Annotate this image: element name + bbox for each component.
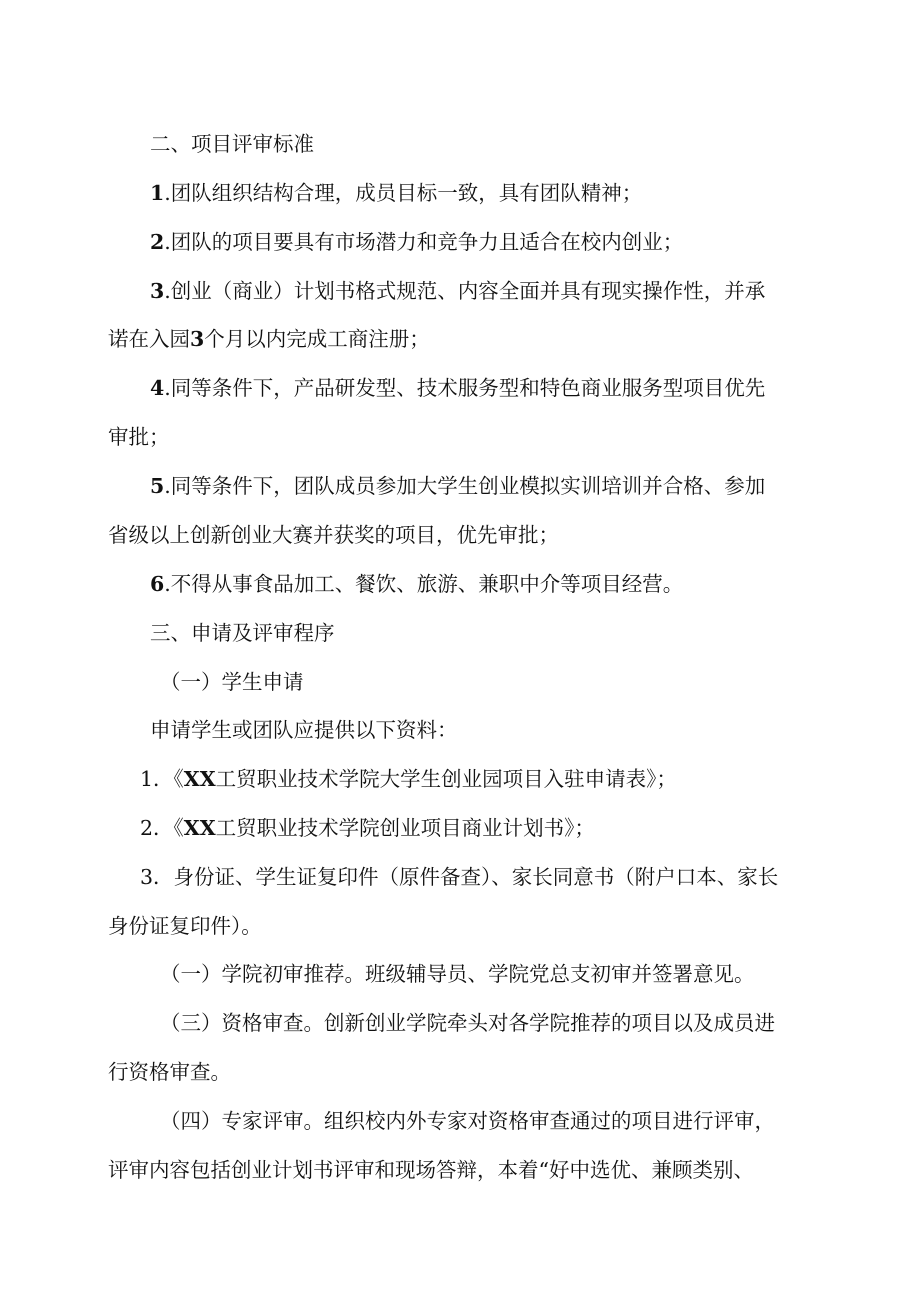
criterion-text: .同等条件下，团队成员参加大学生创业模拟实训培训并合格、参加 [164,474,766,498]
criterion-text: .团队组织结构合理，成员目标一致，具有团队精神； [164,181,643,205]
section-heading-procedure: 三、申请及评审程序 [150,621,335,645]
material-item-1 [140,765,677,793]
material-text: 工贸职业技术学院创业项目商业计划书》； [215,816,595,840]
criterion-text: .不得从事食品加工、餐饮、旅游、兼职中介等项目经营。 [164,572,684,596]
institution-placeholder: XX [183,767,216,791]
criterion-2 [150,228,683,256]
criterion-text: 诺在入园 [108,327,190,351]
criterion-3 [150,277,765,305]
material-prefix: 1．《 [140,767,184,791]
criterion-text: .创业（商业）计划书格式规范、内容全面并具有现实操作性，并承 [164,279,766,303]
criterion-6 [150,570,683,598]
procedure-qualification-review-continuation: 行资格审查。 [108,1060,231,1084]
section-heading-review-standards: 二、项目评审标准 [150,132,314,156]
procedure-qualification-review: （三）资格审查。创新创业学院牵头对各学院推荐的项目以及成员进 [160,1011,775,1035]
subheading-student-application: （一）学生申请 [160,670,304,694]
criterion-number: 3 [150,279,165,303]
criterion-number: 4 [150,376,165,400]
material-prefix: 2．《 [140,816,184,840]
material-item-2 [140,814,595,842]
criterion-5-continuation: 省级以上创新创业大赛并获奖的项目，优先审批； [108,523,559,547]
criterion-1 [150,179,642,207]
procedure-college-review: （一）学院初审推荐。班级辅导员、学院党总支初审并签署意见。 [160,962,755,986]
procedure-expert-review-continuation: 评审内容包括创业计划书评审和现场答辩，本着“好中选优、兼顾类别、 [108,1158,754,1182]
criterion-number: 5 [150,474,165,498]
application-intro: 申请学生或团队应提供以下资料： [150,718,458,742]
criterion-number: 2 [150,230,165,254]
criterion-number: 6 [150,572,165,596]
month-count: 3 [190,327,205,351]
criterion-5 [150,472,765,500]
criterion-text: .团队的项目要具有市场潜力和竞争力且适合在校内创业； [164,230,684,254]
procedure-expert-review: （四）专家评审。组织校内外专家对资格审查通过的项目进行评审， [160,1109,775,1133]
criterion-text: 个月以内完成工商注册； [204,327,430,351]
criterion-4-continuation: 审批； [108,425,170,449]
criterion-text: .同等条件下，产品研发型、技术服务型和特色商业服务型项目优先 [164,376,766,400]
material-text: 工贸职业技术学院大学生创业园项目入驻申请表》； [215,767,677,791]
criterion-3-continuation [108,325,430,353]
criterion-4 [150,374,765,402]
material-item-3: 3．身份证、学生证复印件（原件备查）、家长同意书（附户口本、家长 [140,865,779,889]
material-item-3-continuation: 身份证复印件）。 [108,914,262,938]
criterion-number: 1 [150,181,165,205]
institution-placeholder: XX [183,816,216,840]
